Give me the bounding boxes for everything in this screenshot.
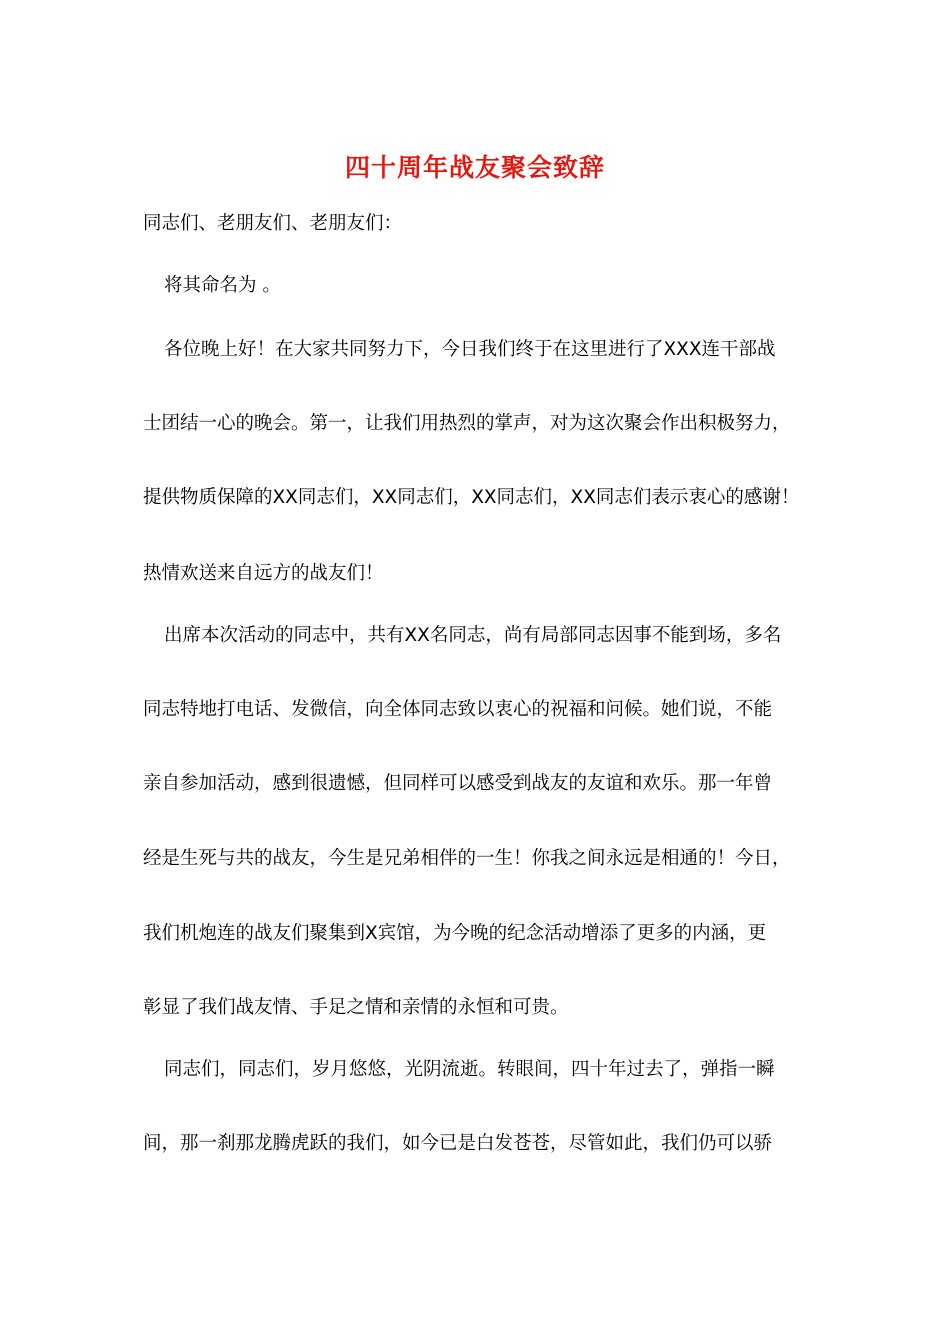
body-line: 将其命名为 。 [164,275,281,296]
body-line: 出席本次活动的同志中，共有XX名同志，尚有局部同志因事不能到场，多名 [164,625,782,646]
body-line: 提供物质保障的XX同志们，XX同志们，XX同志们，XX同志们表示衷心的感谢！ [143,487,800,508]
body-line: 同志特地打电话、发微信，向全体同志致以衷心的祝福和问候。她们说，不能 [143,699,773,720]
body-line: 彰显了我们战友情、手足之情和亲情的永恒和可贵。 [143,997,569,1018]
body-line: 间，那一刹那龙腾虎跃的我们，如今已是白发苍苍，尽管如此，我们仍可以骄 [143,1133,773,1154]
body-line: 同志们，同志们，岁月悠悠，光阴流逝。转眼间，四十年过去了，弹指一瞬 [164,1059,775,1080]
body-line: 各位晚上好！在大家共同努力下，今日我们终于在这里进行了XXX连干部战 [164,339,776,360]
document-title: 四十周年战友聚会致辞 [344,153,605,182]
body-line: 亲自参加活动，感到很遗憾，但同样可以感受到战友的友谊和欢乐。那一年曾 [143,773,773,794]
body-line: 士团结一心的晚会。第一，让我们用热烈的掌声，对为这次聚会作出积极努力， [143,413,791,434]
body-line: 经是生死与共的战友，今生是兄弟相伴的一生！你我之间永远是相通的！今日， [143,848,791,869]
body-line: 热情欢送来自远方的战友们！ [143,563,384,584]
body-line: 我们机炮连的战友们聚集到X宾馆，为今晚的纪念活动增添了更多的内涵，更 [143,923,767,944]
salutation-line: 同志们、老朋友们、老朋友们： [143,213,403,234]
